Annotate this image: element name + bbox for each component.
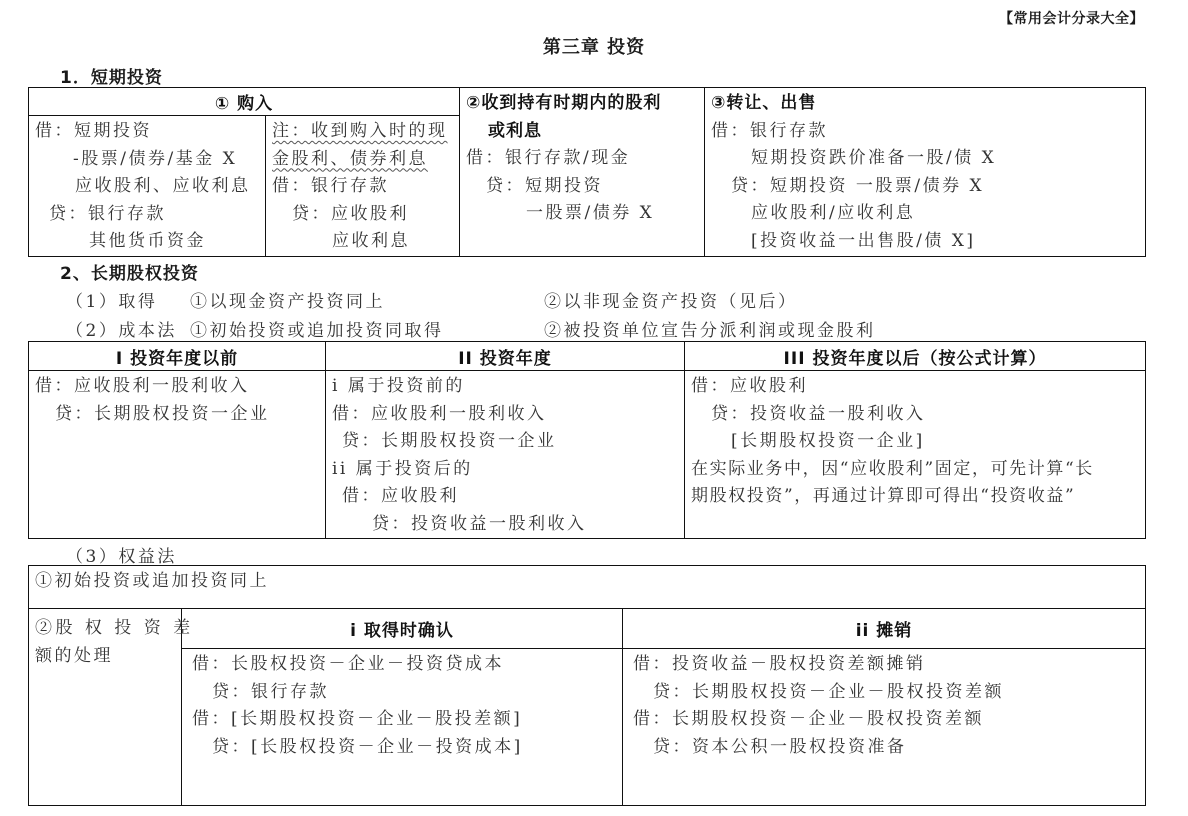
entry-line: 应收股利、应收利息 [75, 176, 251, 196]
entry-line: 贷：资本公积一股权投资准备 [653, 736, 907, 757]
before-year-cell [29, 371, 326, 539]
entry-line: 短期投资跌价准备一股/债 X [751, 148, 997, 168]
entry-line: 贷：长期股权投资一企业 [55, 403, 270, 424]
after-year-cell [685, 371, 1146, 539]
purchase-entry-cell [29, 116, 266, 257]
entry-line: 借：[长期股权投资－企业－股投差额] [192, 709, 523, 729]
entry-line: 借：银行存款/现金 [466, 148, 631, 168]
purchase-note-cell [266, 116, 460, 257]
short-term-investment-table [28, 87, 1146, 257]
entry-line: 借：银行存款 [711, 120, 828, 141]
entry-line: 贷：长期股权投资－企业－股权投资差额 [653, 681, 1004, 702]
equity-row1-text: ①初始投资或追加投资同上 [35, 571, 269, 591]
entry-line: 贷：投资收益一股利收入 [372, 513, 587, 534]
note-line: 在实际业务中，因“应收股利”固定，可先计算“长 [691, 458, 1094, 479]
cost-method-label: （2）成本法 [66, 321, 177, 341]
entry-line: 其他货币资金 [89, 231, 206, 251]
entry-line: 借：银行存款 [272, 176, 389, 196]
chapter-title: 第三章 投资 [542, 37, 646, 58]
dividend-received-cell [460, 88, 705, 257]
entry-line: ii 属于投资后的 [332, 458, 473, 479]
equity-row2-label-line: 额的处理 [35, 645, 113, 666]
entry-line: 借：长股权投资－企业－投资贷成本 [192, 654, 504, 674]
cost-method-item2: ②被投资单位宣告分派利润或现金股利 [544, 321, 876, 341]
entry-line: 贷：投资收益一股利收入 [711, 403, 926, 424]
purchase-header: ① 购入 [29, 88, 460, 116]
entry-line: i 属于投资前的 [332, 376, 465, 396]
entry-line: 贷：短期投资 一股票/债券 X [731, 175, 985, 196]
entry-line: 贷：长期股权投资一企业 [342, 431, 557, 451]
note-line: 金股利、债券利息 [272, 148, 428, 169]
entry-line: 贷：[长股权投资－企业－投资成本] [212, 736, 523, 757]
note-line: 期股权投资”，再通过计算即可得出“投资收益” [691, 486, 1076, 506]
transfer-sale-cell [705, 88, 1146, 257]
entry-line: -股票/债券/基金 X [73, 148, 238, 169]
entry-line: 借：投资收益－股权投资差额摊销 [633, 654, 926, 674]
acquisition-item1: ①以现金资产投资同上 [190, 292, 385, 312]
entry-line: 一股票/债券 X [526, 203, 655, 223]
entry-line: 借：短期投资 [35, 121, 152, 141]
acquisition-label: （1）取得 [66, 292, 158, 312]
section1-title: 1．短期投资 [60, 68, 163, 88]
entry-line: 贷：短期投资 [486, 175, 603, 196]
sub-header-acquisition: i 取得时确认 [182, 609, 623, 649]
section2-title: 2、长期股权投资 [60, 264, 199, 284]
col-header-investment-year: II 投资年度 [326, 342, 685, 371]
investment-year-cell [326, 371, 685, 539]
entry-line: 贷：银行存款 [49, 203, 166, 224]
equity-row2-label-cell [29, 609, 194, 806]
sub-header-amortization: ii 摊销 [623, 609, 1146, 649]
acquisition-entry-cell [182, 649, 623, 806]
entry-line: [长期股权投资一企业] [731, 431, 925, 451]
entry-line: 贷：应收股利 [292, 203, 409, 224]
entry-line: 借：应收股利 [691, 376, 808, 396]
equity-row2-label-line: ②股 权 投 资 差 [35, 618, 194, 638]
entry-line: 借：应收股利一股利收入 [332, 403, 547, 424]
entry-line: 应收股利/应收利息 [751, 203, 916, 223]
dividend-header-line2: 或利息 [488, 120, 542, 141]
entry-line: 借：应收股利一股利收入 [35, 376, 250, 396]
entry-line: 贷：银行存款 [212, 681, 329, 702]
equity-method-table [28, 565, 1146, 806]
entry-line: 借：应收股利 [342, 486, 459, 506]
entry-line: 应收利息 [332, 231, 410, 251]
cost-method-item1: ①初始投资或追加投资同取得 [190, 321, 444, 341]
note-line: 注：收到购入时的现 [272, 121, 448, 141]
col-header-before-year: I 投资年度以前 [29, 342, 326, 371]
entry-line: 借：长期股权投资－企业－股权投资差额 [633, 709, 984, 729]
transfer-sale-header: ③转让、出售 [711, 93, 817, 113]
acquisition-item2: ②以非现金资产投资（见后） [544, 292, 798, 312]
cost-method-table [28, 341, 1146, 539]
document-tag: 【常用会计分录大全】 [999, 11, 1144, 27]
entry-line: [投资收益一出售股/债 X] [751, 230, 976, 251]
dividend-header-line1: ②收到持有时期内的股利 [466, 93, 662, 113]
equity-method-label: （3）权益法 [66, 547, 177, 567]
equity-row1-cell [29, 566, 1146, 609]
col-header-after-year: III 投资年度以后（按公式计算） [685, 342, 1146, 371]
amortization-entry-cell [623, 649, 1146, 806]
